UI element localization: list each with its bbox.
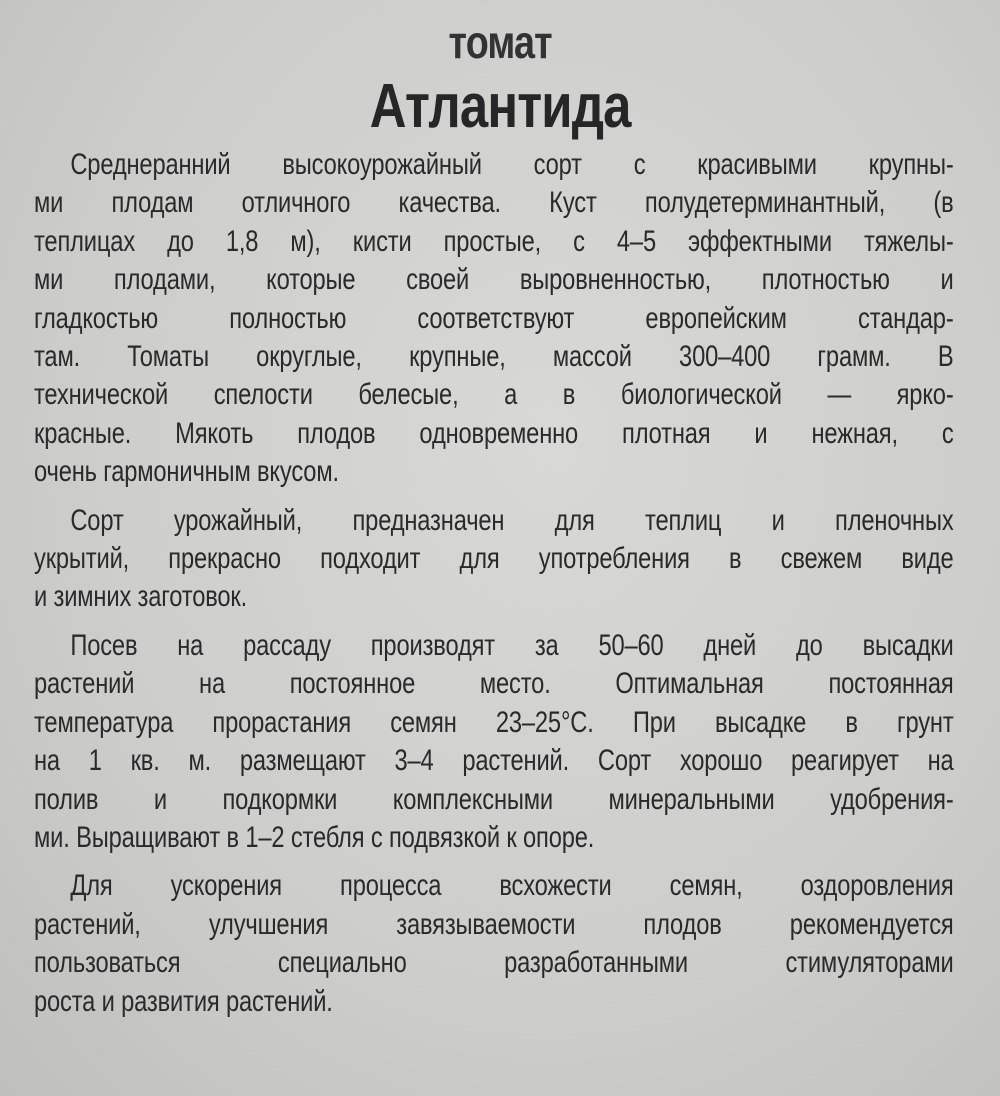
- text-line: растений, улучшения завязываемости плодов рекомендуется: [34, 907, 954, 941]
- paragraph-sowing: [34, 627, 954, 857]
- text-line: красные. Мякоть плодов одновременно плотная и нежная, с: [34, 416, 954, 450]
- text-line: технической спелости белесые, а в биологической — ярко-: [34, 378, 954, 412]
- text-line: ми плодам отличного качества. Куст полудетерминантный, (в: [34, 186, 954, 220]
- text-line: Для ускорения процесса всхожести семян, оздоровления: [70, 869, 954, 903]
- text-line: очень гармоничным вкусом.: [34, 455, 339, 489]
- text-line: Посев на рассаду производят за 50–60 дней до высадки: [70, 628, 954, 662]
- text-line: ми плодами, которые своей выровненностью, плотностью и: [34, 263, 954, 297]
- text-line: пользоваться специально разработанными стимуляторами: [34, 946, 954, 980]
- text-line: температура прорастания семян 23–25°С. При высадке в грунт: [34, 705, 954, 739]
- text-line: гладкостью полностью соответствуют европейским стандар-: [34, 301, 954, 335]
- description-text: [34, 146, 954, 1021]
- text-line: там. Томаты округлые, крупные, массой 300–400 грамм. В: [34, 340, 954, 374]
- text-line: на 1 кв. м. размещают 3–4 растений. Сорт хорошо реагирует на: [34, 744, 954, 778]
- variety-name: Атлантида: [369, 72, 631, 141]
- text-line: растений на постоянное место. Оптимальная постоянная: [34, 667, 954, 701]
- text-line: полив и подкормки комплексными минеральными удобрения-: [34, 782, 954, 816]
- paragraph-stimulators: [34, 867, 954, 1021]
- paragraph-usage: [34, 502, 954, 617]
- text-line: укрытий, прекрасно подходит для употребления в свежем виде: [34, 542, 954, 576]
- text-line: роста и развития растений.: [34, 984, 333, 1018]
- text-line: теплицах до 1,8 м), кисти простые, с 4–5 эффектными тяжелы-: [34, 224, 954, 258]
- text-line: и зимних заготовок.: [34, 580, 248, 614]
- text-line: ми. Выращивают в 1–2 стебля с подвязкой к опоре.: [34, 820, 595, 854]
- text-line: Сорт урожайный, предназначен для теплиц и пленочных: [70, 503, 954, 537]
- paragraph-description: [34, 146, 954, 492]
- product-kind: томат: [448, 16, 552, 68]
- text-line: Среднеранний высокоурожайный сорт с красивыми крупны-: [70, 148, 954, 181]
